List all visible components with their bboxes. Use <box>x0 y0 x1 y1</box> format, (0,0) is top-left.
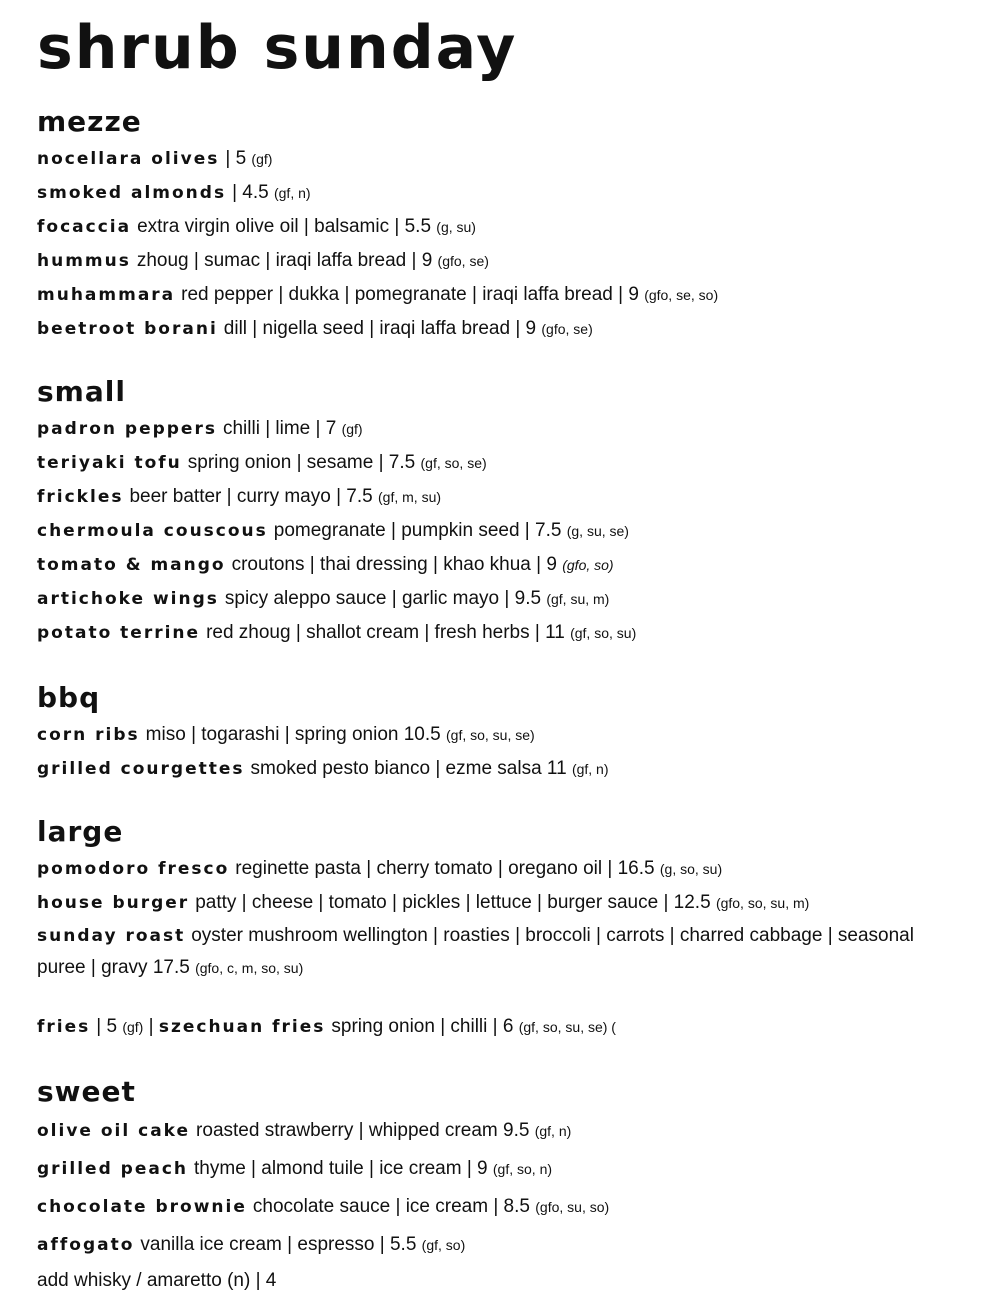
item-tags: (gfo, su, so) <box>535 1199 610 1215</box>
item-desc: | 4.5 <box>232 182 269 203</box>
item-name: chermoula couscous <box>37 521 268 541</box>
item-name: potato terrine <box>37 623 201 643</box>
item-desc: zhoug | sumac | iraqi laffa bread | 9 <box>136 250 433 271</box>
item-desc: red pepper | dukka | pomegranate | iraqi laffa bread | 9 <box>181 284 639 305</box>
item-desc: reginette pasta | cherry tomato | oregano oil | 16.5 <box>235 858 655 879</box>
item-tags: (gf, su, m) <box>546 591 610 607</box>
item-tags: (gf, so, su) <box>570 625 637 641</box>
item-tags: (gf, so, se) <box>420 455 487 471</box>
item-tags: (g, su) <box>436 219 476 235</box>
section-mezze <box>37 105 719 346</box>
item-name: fries <box>37 1017 91 1037</box>
menu-item <box>37 852 967 886</box>
menu-item <box>37 616 636 650</box>
item-tags: (gf) <box>122 1019 144 1035</box>
separator: | <box>148 1016 154 1037</box>
item-tags: (gf) <box>341 421 363 437</box>
menu-item <box>37 1150 609 1188</box>
item-name: tomato & mango <box>37 555 226 575</box>
item-desc: oyster mushroom wellington | roasties | broccoli | carrots | charred cabbage | seasonal puree | gravy 17.5 <box>37 925 914 978</box>
item-tags: (g, so, su) <box>659 861 723 877</box>
item-name: nocellara olives <box>37 149 220 169</box>
menu-item <box>37 582 636 616</box>
item-desc: miso | togarashi | spring onion 10.5 <box>145 724 441 745</box>
item-name: focaccia <box>37 217 132 237</box>
item-tags: (gf, so, su, se) <box>446 727 535 743</box>
item-desc: chilli | lime | 7 <box>222 418 337 439</box>
item-name: grilled courgettes <box>37 759 245 779</box>
item-desc: extra virgin olive oil | balsamic | 5.5 <box>137 216 432 237</box>
section-small <box>37 375 637 650</box>
item-desc: roasted strawberry | whipped cream 9.5 <box>196 1120 530 1141</box>
item-tags: (gf, m, su) <box>378 489 442 505</box>
menu-item <box>37 142 718 176</box>
section-heading: mezze <box>37 105 142 138</box>
item-name: corn ribs <box>37 725 140 745</box>
item-name: sunday roast <box>37 926 186 946</box>
section-heading: small <box>37 375 126 408</box>
menu-item <box>37 176 718 210</box>
item-tags: (gf, so, n) <box>492 1161 553 1177</box>
item-tags: (gf, n) <box>534 1123 572 1139</box>
item-tags: (gfo, so, su, m) <box>715 895 810 911</box>
item-name: pomodoro fresco <box>37 859 230 879</box>
item-desc: spring onion | chilli | 6 <box>331 1016 514 1037</box>
menu-item <box>37 1226 609 1264</box>
item-tags: (g, su, se) <box>566 523 629 539</box>
menu-item <box>37 920 967 984</box>
item-desc: red zhoug | shallot cream | fresh herbs | 11 <box>206 622 565 643</box>
section-bbq <box>37 681 609 786</box>
item-name: affogato <box>37 1235 135 1255</box>
item-name: teriyaki tofu <box>37 453 182 473</box>
menu-item <box>37 1112 609 1150</box>
item-desc: smoked pesto bianco | ezme salsa 11 <box>250 758 567 779</box>
menu-item <box>37 278 718 312</box>
menu-item <box>37 412 636 446</box>
item-name: grilled peach <box>37 1159 189 1179</box>
item-name: hummus <box>37 251 131 271</box>
menu-item <box>37 480 636 514</box>
item-tags: (gfo, se) <box>541 321 593 337</box>
item-name: artichoke wings <box>37 589 219 609</box>
item-tags: (gf, so, su, se) ( <box>518 1019 616 1035</box>
section-large <box>37 815 967 984</box>
menu-item <box>37 718 609 752</box>
item-desc: | 5 <box>96 1016 118 1037</box>
item-desc: dill | nigella seed | iraqi laffa bread | 9 <box>223 318 537 339</box>
menu-item <box>37 514 636 548</box>
section-heading: bbq <box>37 681 101 714</box>
item-desc: | 5 <box>225 148 247 169</box>
item-tags: (gf, n) <box>273 185 311 201</box>
section-heading: large <box>37 815 124 848</box>
item-tags: (gfo, se, so) <box>644 287 719 303</box>
menu-item <box>37 752 609 786</box>
menu-item <box>37 886 967 920</box>
menu-item <box>37 1010 616 1044</box>
item-desc: beer batter | curry mayo | 7.5 <box>129 486 373 507</box>
item-name: chocolate brownie <box>37 1197 247 1217</box>
item-tags: (gfo, so) <box>562 557 614 573</box>
menu-item <box>37 244 718 278</box>
item-tags: (gf) <box>251 151 273 167</box>
item-name: frickles <box>37 487 124 507</box>
item-name: muhammara <box>37 285 176 305</box>
item-desc: pomegranate | pumpkin seed | 7.5 <box>273 520 562 541</box>
item-name: smoked almonds <box>37 183 227 203</box>
section-sweet <box>37 1075 610 1298</box>
menu-item <box>37 210 718 244</box>
menu-item <box>37 312 718 346</box>
section-heading: sweet <box>37 1075 136 1108</box>
addon-note: add whisky / amaretto (n) | 4 <box>37 1270 277 1291</box>
item-desc: patty | cheese | tomato | pickles | lettuce | burger sauce | 12.5 <box>195 892 711 913</box>
item-desc: spicy aleppo sauce | garlic mayo | 9.5 <box>224 588 542 609</box>
item-desc: thyme | almond tuile | ice cream | 9 <box>194 1158 488 1179</box>
menu-item <box>37 548 636 582</box>
item-name: beetroot borani <box>37 319 218 339</box>
item-desc: croutons | thai dressing | khao khua | 9 <box>231 554 557 575</box>
item-tags: (gf, so) <box>421 1237 466 1253</box>
menu-title: shrub sunday <box>37 13 518 83</box>
item-name: szechuan fries <box>158 1017 326 1037</box>
item-desc: vanilla ice cream | espresso | 5.5 <box>140 1234 417 1255</box>
item-name: olive oil cake <box>37 1121 191 1141</box>
item-name: padron peppers <box>37 419 217 439</box>
item-desc: spring onion | sesame | 7.5 <box>187 452 416 473</box>
item-tags: (gfo, c, m, so, su) <box>195 960 304 976</box>
menu-item <box>37 1188 609 1226</box>
section-fries <box>37 1010 616 1044</box>
item-tags: (gfo, se) <box>437 253 489 269</box>
item-name: house burger <box>37 893 190 913</box>
item-tags: (gf, n) <box>571 761 609 777</box>
menu-item <box>37 446 636 480</box>
item-desc: chocolate sauce | ice cream | 8.5 <box>252 1196 530 1217</box>
